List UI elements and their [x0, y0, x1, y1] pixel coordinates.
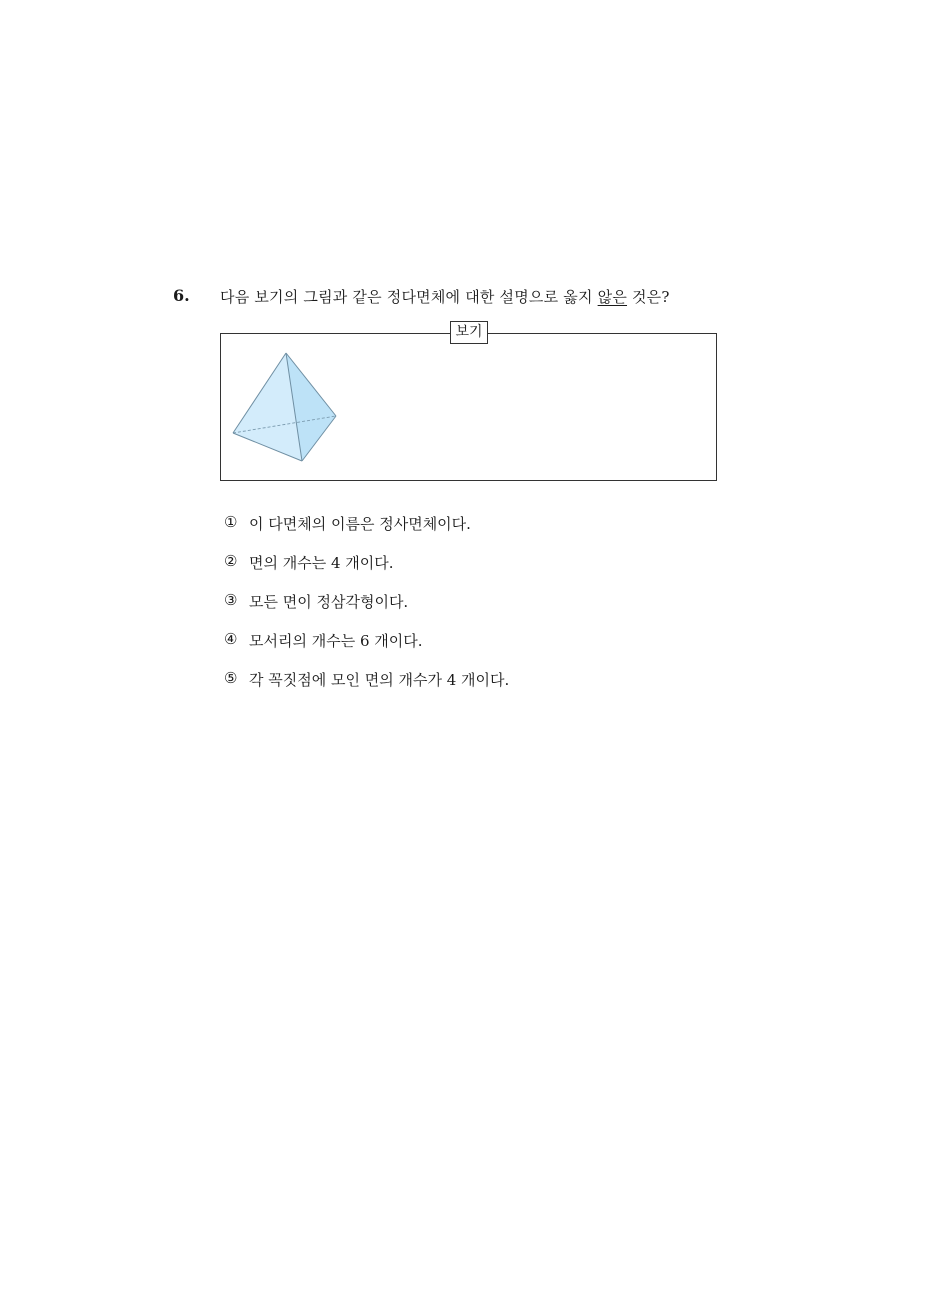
question-text-after: 것은?	[627, 288, 670, 306]
choice-mark: ②	[224, 552, 238, 570]
choice-1[interactable]	[224, 513, 509, 552]
choice-text: 면의 개수는 4 개이다.	[249, 554, 394, 572]
choice-mark: ③	[224, 591, 238, 609]
choice-4[interactable]	[224, 630, 509, 669]
choice-text: 각 꼭짓점에 모인 면의 개수가 4 개이다.	[249, 671, 510, 689]
choice-list	[224, 513, 509, 708]
choice-text: 이 다면체의 이름은 정사면체이다.	[249, 515, 471, 533]
question-number: 6.	[173, 286, 190, 305]
choice-mark: ④	[224, 630, 238, 648]
choice-5[interactable]	[224, 669, 509, 708]
choice-text: 모든 면이 정삼각형이다.	[249, 593, 409, 611]
question-text-emphasis: 않은	[597, 288, 628, 306]
choice-mark: ①	[224, 513, 238, 531]
choice-2[interactable]	[224, 552, 509, 591]
question-text-before: 다음 보기의 그림과 같은 정다면체에 대한 설명으로 옳지	[220, 288, 598, 306]
choice-mark: ⑤	[224, 669, 238, 687]
question-text	[220, 286, 670, 307]
bogi-label: 보기	[450, 321, 488, 344]
choice-text: 모서리의 개수는 6 개이다.	[249, 632, 423, 650]
tetrahedron-figure	[226, 345, 346, 470]
choice-3[interactable]	[224, 591, 509, 630]
